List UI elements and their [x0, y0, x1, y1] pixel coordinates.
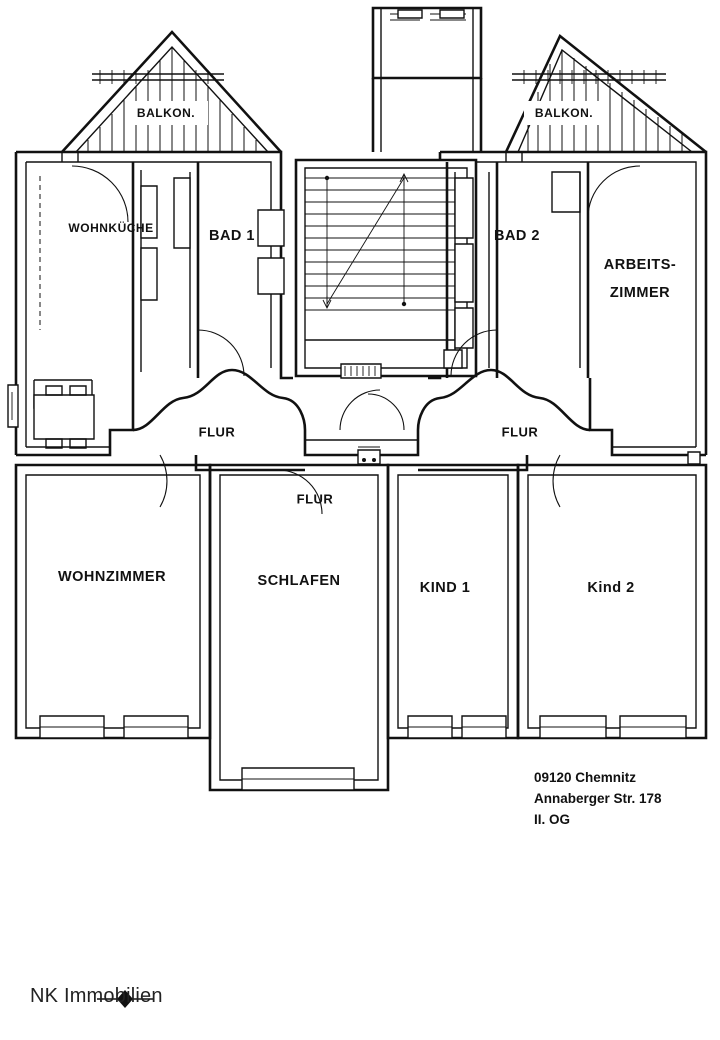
room-label-flur-left: FLUR: [198, 424, 236, 440]
central-upper-walls: [373, 78, 481, 152]
room-label-flur-right: FLUR: [501, 424, 539, 440]
right-unit-interior: [444, 162, 588, 378]
staircase: [296, 160, 476, 378]
room-label-wohnkueche: WOHNKÜCHE: [68, 221, 154, 235]
brand-name: NK Immobilien: [30, 985, 163, 1007]
left-unit-interior: [8, 162, 284, 448]
left-balcony-gable: [62, 32, 281, 152]
top-shaft-structure: [373, 8, 481, 78]
right-balcony-gable: [506, 36, 706, 152]
room-label-arbeitszimmer-line1: ARBEITS-: [603, 257, 677, 273]
room-label-kind-2: Kind 2: [587, 580, 635, 596]
brand: [30, 985, 163, 1008]
room-label-bad-2: BAD 2: [493, 228, 541, 244]
room-label-bad-1: BAD 1: [208, 228, 256, 244]
room-label-flur-center: FLUR: [296, 491, 334, 507]
room-label-wohnzimmer: WOHNZIMMER: [57, 569, 167, 585]
lower-rooms: [16, 465, 706, 790]
room-label-schlafen: SCHLAFEN: [257, 573, 341, 589]
address-block: [534, 768, 662, 831]
room-label-balkon-left: BALKON.: [136, 106, 196, 120]
room-label-kind-1: KIND 1: [419, 580, 471, 596]
address-line-city: 09120 Chemnitz: [534, 770, 637, 785]
hallway-outline: [16, 370, 706, 514]
room-label-balkon-right: BALKON.: [534, 106, 594, 120]
address-line-floor: II. OG: [534, 811, 571, 827]
address-line-street: Annaberger Str. 178: [534, 790, 662, 806]
room-label-arbeitszimmer-line2: ZIMMER: [609, 285, 671, 301]
